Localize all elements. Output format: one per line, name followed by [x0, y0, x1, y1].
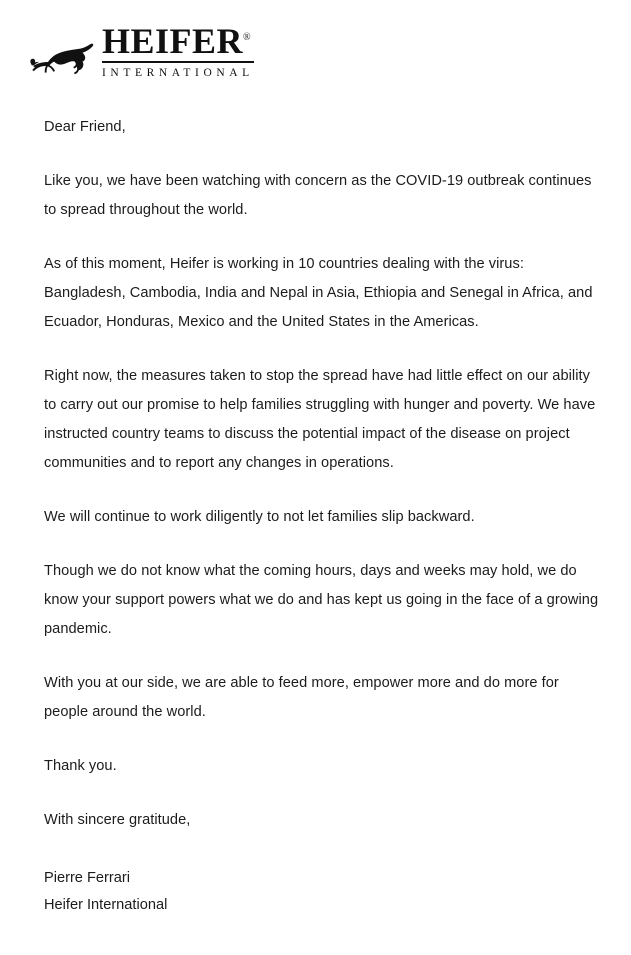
paragraph: Right now, the measures taken to stop the spread have had little effect on our ability to carry out our promise to help families struggling with hunger and poverty. We have instructed country teams to discuss the potential impact of the disease on project communities and to report any changes in operations. — [44, 368, 596, 471]
logo — [30, 20, 260, 79]
paragraph: We will continue to work diligently to not let families slip backward. — [44, 509, 475, 525]
signature-block — [44, 865, 600, 919]
closing: With sincere gratitude, — [44, 812, 191, 828]
paragraph: As of this moment, Heifer is working in 10 countries dealing with the virus: Bangladesh, Cambodia, India and Nepal in Asia, Ethiopia and Senegal in Africa, and Ecuador, Honduras, Mexico and the United States in the Americas. — [44, 256, 593, 330]
signer-name: Pierre Ferrari — [44, 870, 130, 886]
paragraph: With you at our side, we are able to feed more, empower more and do more for people around the world. — [44, 675, 559, 720]
registered-mark: ® — [243, 32, 251, 43]
paragraph: Thank you. — [44, 758, 117, 774]
logo-wordmark — [102, 20, 254, 59]
logo-wordmark-text: HEIFER — [102, 21, 244, 61]
letter-body — [44, 113, 600, 919]
logo-subtitle: INTERNATIONAL — [102, 66, 254, 79]
heifer-leaping-animal-logo-icon — [30, 41, 96, 81]
paragraph: Though we do not know what the coming hours, days and weeks may hold, we do know your support powers what we do and has kept us going in the face of a growing pandemic. — [44, 563, 599, 637]
logo-text — [102, 20, 254, 79]
paragraph: Like you, we have been watching with concern as the COVID-19 outbreak continues to spread throughout the world. — [44, 173, 592, 218]
salutation: Dear Friend, — [44, 119, 126, 135]
letterhead — [30, 20, 260, 82]
logo-divider — [102, 61, 254, 63]
signer-organization: Heifer International — [44, 897, 168, 913]
